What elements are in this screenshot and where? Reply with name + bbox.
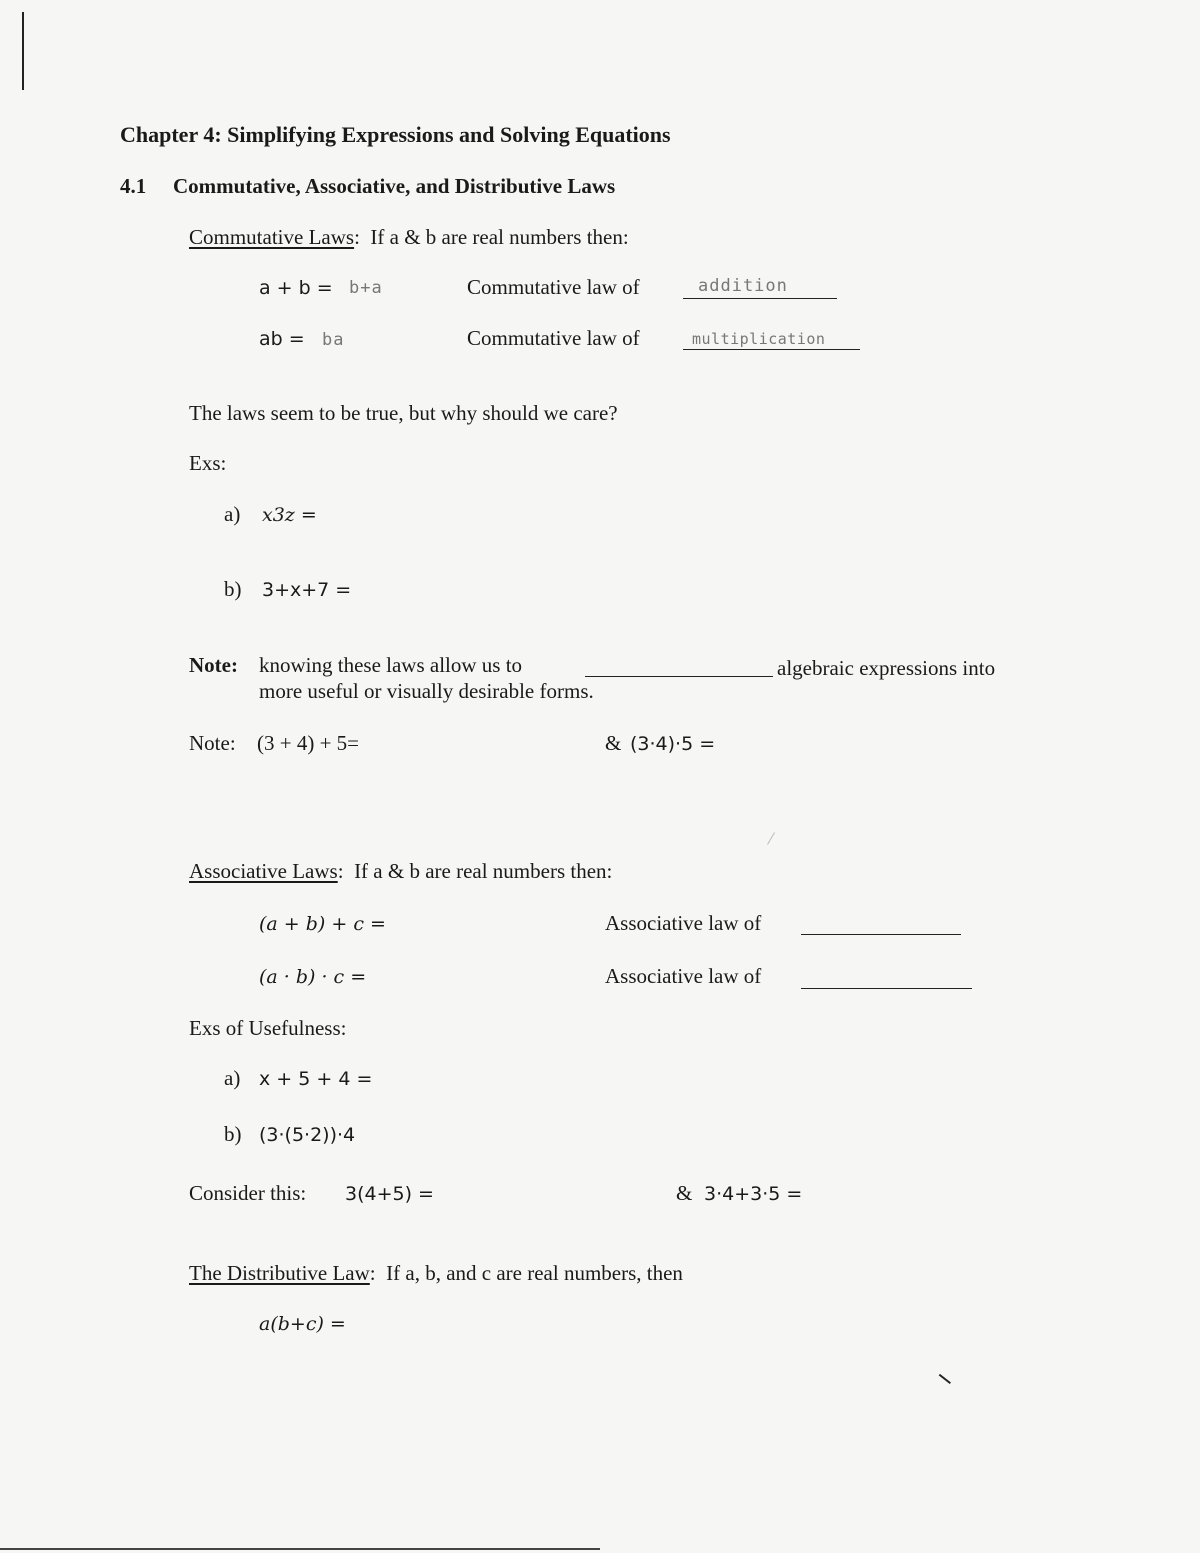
commutative-multiplication-answer: ba xyxy=(322,330,345,350)
section-number: 4.1 xyxy=(120,174,147,198)
usefulness-a-expr: x + 5 + 4 = xyxy=(259,1068,373,1090)
note-2-amp: & xyxy=(605,731,622,755)
commutative-heading-text: Commutative Laws xyxy=(189,225,355,249)
note-2-label: Note: xyxy=(189,731,236,755)
associative-heading-text: Associative Laws xyxy=(189,859,338,883)
commutative-addition-answer: b+a xyxy=(349,278,383,298)
consider-expr-2: 3·4+3·5 = xyxy=(704,1183,803,1205)
scan-speck-faint xyxy=(767,832,775,845)
commutative-multiplication-law-label: Commutative law of xyxy=(467,326,640,350)
associative-addition-law-label: Associative law of xyxy=(605,911,762,935)
usefulness-a-label: a) xyxy=(224,1066,241,1090)
note-2-expr: (3 + 4) + 5= xyxy=(257,731,360,755)
note-1-blank xyxy=(585,676,773,677)
scan-margin-mark xyxy=(22,12,24,90)
distributive-intro: If a, b, and c are real numbers, then xyxy=(386,1261,683,1285)
note-2-expr-2: (3·4)·5 = xyxy=(630,733,716,755)
commutative-multiplication-fill: multiplication xyxy=(692,330,826,348)
chapter-title: Chapter 4: Simplifying Expressions and Solving Equations xyxy=(120,122,671,147)
commutative-intro: If a & b are real numbers then: xyxy=(370,225,629,249)
example-b-expr: 3+x+7 = xyxy=(262,579,352,601)
note-1-label: Note: xyxy=(189,653,238,677)
example-a-label: a) xyxy=(224,502,241,526)
commutative-addition-fill: addition xyxy=(698,276,788,296)
scan-speck xyxy=(939,1374,951,1384)
associative-addition-expr: (a + b) + c = xyxy=(259,913,386,935)
scan-bottom-edge xyxy=(0,1548,600,1550)
consider-expr-1: 3(4+5) = xyxy=(345,1183,434,1205)
distributive-heading-text: The Distributive Law xyxy=(189,1261,370,1285)
associative-laws-heading: Associative Laws: If a & b are real numbers then: xyxy=(189,859,613,883)
exs-label: Exs: xyxy=(189,451,227,475)
example-b-label: b) xyxy=(224,577,242,601)
commutative-laws-heading: Commutative Laws: If a & b are real numbers then: xyxy=(189,225,629,249)
consider-label: Consider this: xyxy=(189,1181,307,1205)
usefulness-b-label: b) xyxy=(224,1122,242,1146)
section-title: Commutative, Associative, and Distributive Laws xyxy=(173,174,616,198)
usefulness-label: Exs of Usefulness: xyxy=(189,1016,347,1040)
commutative-addition-law-label: Commutative law of xyxy=(467,275,640,299)
why-care-question: The laws seem to be true, but why should we care? xyxy=(189,401,618,425)
note-1-line-2: more useful or visually desirable forms. xyxy=(259,679,594,703)
associative-multiplication-blank xyxy=(801,988,972,989)
distributive-expr: a(b+c) = xyxy=(259,1313,346,1335)
commutative-addition-blank xyxy=(683,298,837,299)
example-a-expr: x3z = xyxy=(262,504,317,526)
commutative-addition-expr: a + b = xyxy=(259,277,333,299)
distributive-law-heading: The Distributive Law: If a, b, and c are real numbers, then xyxy=(189,1261,683,1285)
usefulness-b-expr: (3·(5·2))·4 xyxy=(259,1124,356,1146)
commutative-multiplication-blank xyxy=(683,349,860,350)
commutative-multiplication-expr: ab = xyxy=(259,328,305,350)
associative-addition-blank xyxy=(801,934,961,935)
note-1-line-1a: knowing these laws allow us to xyxy=(259,653,523,677)
consider-amp: & xyxy=(676,1181,693,1205)
associative-multiplication-law-label: Associative law of xyxy=(605,964,762,988)
note-1-line-1b: algebraic expressions into xyxy=(777,656,996,680)
associative-intro: If a & b are real numbers then: xyxy=(354,859,613,883)
associative-multiplication-expr: (a · b) · c = xyxy=(259,966,367,988)
